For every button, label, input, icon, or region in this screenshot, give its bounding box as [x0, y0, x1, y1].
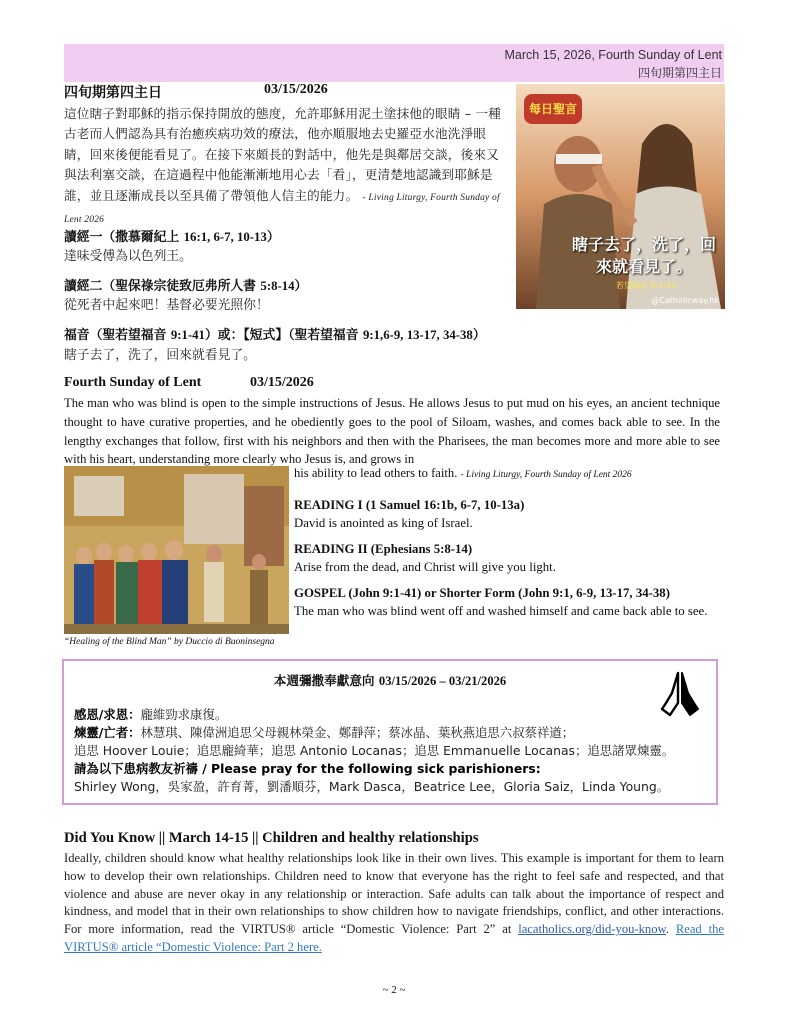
- deceased-intention-line: 煉靈/亡者：林慧琪、陳偉洲追思父母親林榮金、鄭靜萍；蔡冰晶、葉秋燕追思六叔蔡祥遒；: [74, 725, 575, 740]
- zh-date: 03/15/2026: [264, 82, 328, 97]
- en-readings-column: [294, 464, 724, 620]
- en-reading1-title: READING I (1 Samuel 16:1b, 6-7, 10-13a): [294, 498, 525, 512]
- lacatholics-link[interactable]: lacatholics.org/did-you-know: [518, 922, 666, 937]
- zh-reading2-text: 從死者中起來吧！基督必要光照你！: [64, 298, 269, 313]
- en-gospel-text: The man who was blind went off and washed himself and came back able to see.: [294, 604, 708, 618]
- virtus-article-link[interactable]: Read the VIRTUS® article “Domestic Violence: Part 2 here.: [64, 922, 724, 954]
- thanks-intention-line: 感恩/求恩：龐維勁求康復。: [74, 707, 228, 722]
- header-chinese-line: 四旬期第四主日: [637, 66, 722, 80]
- illustration-caption: 瞎子去了，洗了，回來就看見了。: [571, 235, 716, 276]
- sick-parishioners-names: Shirley Wong，吳家盈，許育菁，劉潘順芬，Mark Dasca，Beatrice Lee，Gloria Saiz，Linda Young。: [74, 779, 670, 794]
- zh-gospel-title: 福音（聖若望福音 9:1-41）或：【短式】（聖若望福音 9:1,6-9, 13-17, 34-38）: [64, 328, 486, 343]
- zh-intro-text: 這位瞎子對耶穌的指示保持開放的態度，允許耶穌用泥土塗抹他的眼睛 – 一種古老而人們認為具有治癒疾病功效的療法，他亦順服地去史羅亞水池洗淨眼睛，回來後便能看見了。在接下來頗長的對話中，他先是與鄰居交談，後來又與法利塞交談，在這過程中他能漸漸地用心去「看」，更清楚地認識到耶穌是誰，並且逐漸成長以至具備了帶領他人信主的能力。: [64, 106, 502, 203]
- en-date: 03/15/2026: [250, 375, 314, 390]
- deceased-intention-line-2: 追思 Hoover Louie；追思龐綺華；追思 Antonio Locanas；追思 Emmanuelle Locanas；追思諸眾煉靈。: [74, 743, 675, 758]
- en-reading2-title: READING II (Ephesians 5:8-14): [294, 542, 473, 556]
- painting-scene: [64, 466, 289, 634]
- mass-intentions-box: [62, 659, 718, 805]
- en-citation: - Living Liturgy, Fourth Sunday of Lent 2026: [460, 470, 632, 480]
- header-bar: [64, 44, 724, 82]
- mass-intentions-title: 本週彌撒奉獻意向 03/15/2026 – 03/21/2026: [273, 673, 507, 688]
- illustration-scripture-ref: 若望福音 9:1-41: [616, 281, 677, 290]
- duccio-painting: [64, 466, 289, 634]
- did-you-know-title: Did You Know || March 14-15 || Children and healthy relationships: [64, 830, 479, 846]
- zh-intro-citation: - Living Liturgy, Fourth Sunday of Lent 2026: [64, 192, 500, 226]
- jesus-healing-illustration: [516, 84, 725, 309]
- painting-caption: “Healing of the Blind Man” by Duccio di Buoninsegna: [64, 637, 275, 647]
- en-body-paragraph: The man who was blind is open to the simple instructions of Jesus. He allows Jesus to put mud on his eyes, an ancient technique thought to have curative properties, and he obediently goes to the pool of Siloam, washes, and comes back able to see. In the lengthy exchanges that follow, first with his neighbors and then with the Pharisees, the man becomes more and more able to see with his heart, understanding more clearly who Jesus is, and grows in: [64, 396, 720, 467]
- zh-reading1-title: 讀經一（撒慕爾紀上 16:1, 6-7, 10-13）: [64, 230, 280, 245]
- did-you-know-body: Ideally, children should know what healthy relationships look like in their own lives. This example is important for them to learn how to develop their own relationships. Children need to know that everyone has the right to feel safe and respected, and that violence and abuse are never okay in any relationship or interaction. Safe adults can talk about the importance of respect and kindness, and model that in their own relationships to show children how to navigate friendships, conflict, and other interactions. For more information, read the VIRTUS® article “Domestic Violence: Part 2” at lacatholics.org/did-you-know. Read the VIRTUS® article “Domestic Violence: Part 2 here.: [64, 851, 724, 954]
- zh-title: 四旬期第四主日: [64, 85, 162, 101]
- en-body-tail: his ability to lead others to faith. - Living Liturgy, Fourth Sunday of Lent 2026: [294, 466, 632, 480]
- zh-reading1-text: 達味受傅為以色列王。: [64, 249, 192, 264]
- sick-parishioners-label: 請為以下患病教友祈禱 / Please pray for the following sick parishioners:: [74, 761, 541, 776]
- en-reading1-text: David is anointed as king of Israel.: [294, 516, 473, 530]
- zh-intro-paragraph: [64, 104, 510, 230]
- en-title: Fourth Sunday of Lent: [64, 375, 202, 390]
- zh-gospel-text: 瞎子去了，洗了，回來就看見了。: [64, 348, 256, 363]
- illustration-credit: @Catholicway.hk: [651, 296, 719, 305]
- en-reading2-text: Arise from the dead, and Christ will give you light.: [294, 560, 556, 574]
- header-date-line: March 15, 2026, Fourth Sunday of Lent: [504, 48, 722, 62]
- en-gospel-title: GOSPEL (John 9:1-41) or Shorter Form (John 9:1, 6-9, 13-17, 34-38): [294, 586, 670, 600]
- zh-reading2-title: 讀經二（聖保祿宗徒致厄弗所人書 5:8-14）: [64, 279, 308, 294]
- page-number: ~ 2 ~: [382, 984, 406, 996]
- daily-word-badge: 每日聖言: [524, 94, 582, 124]
- praying-hands-icon: [656, 669, 704, 717]
